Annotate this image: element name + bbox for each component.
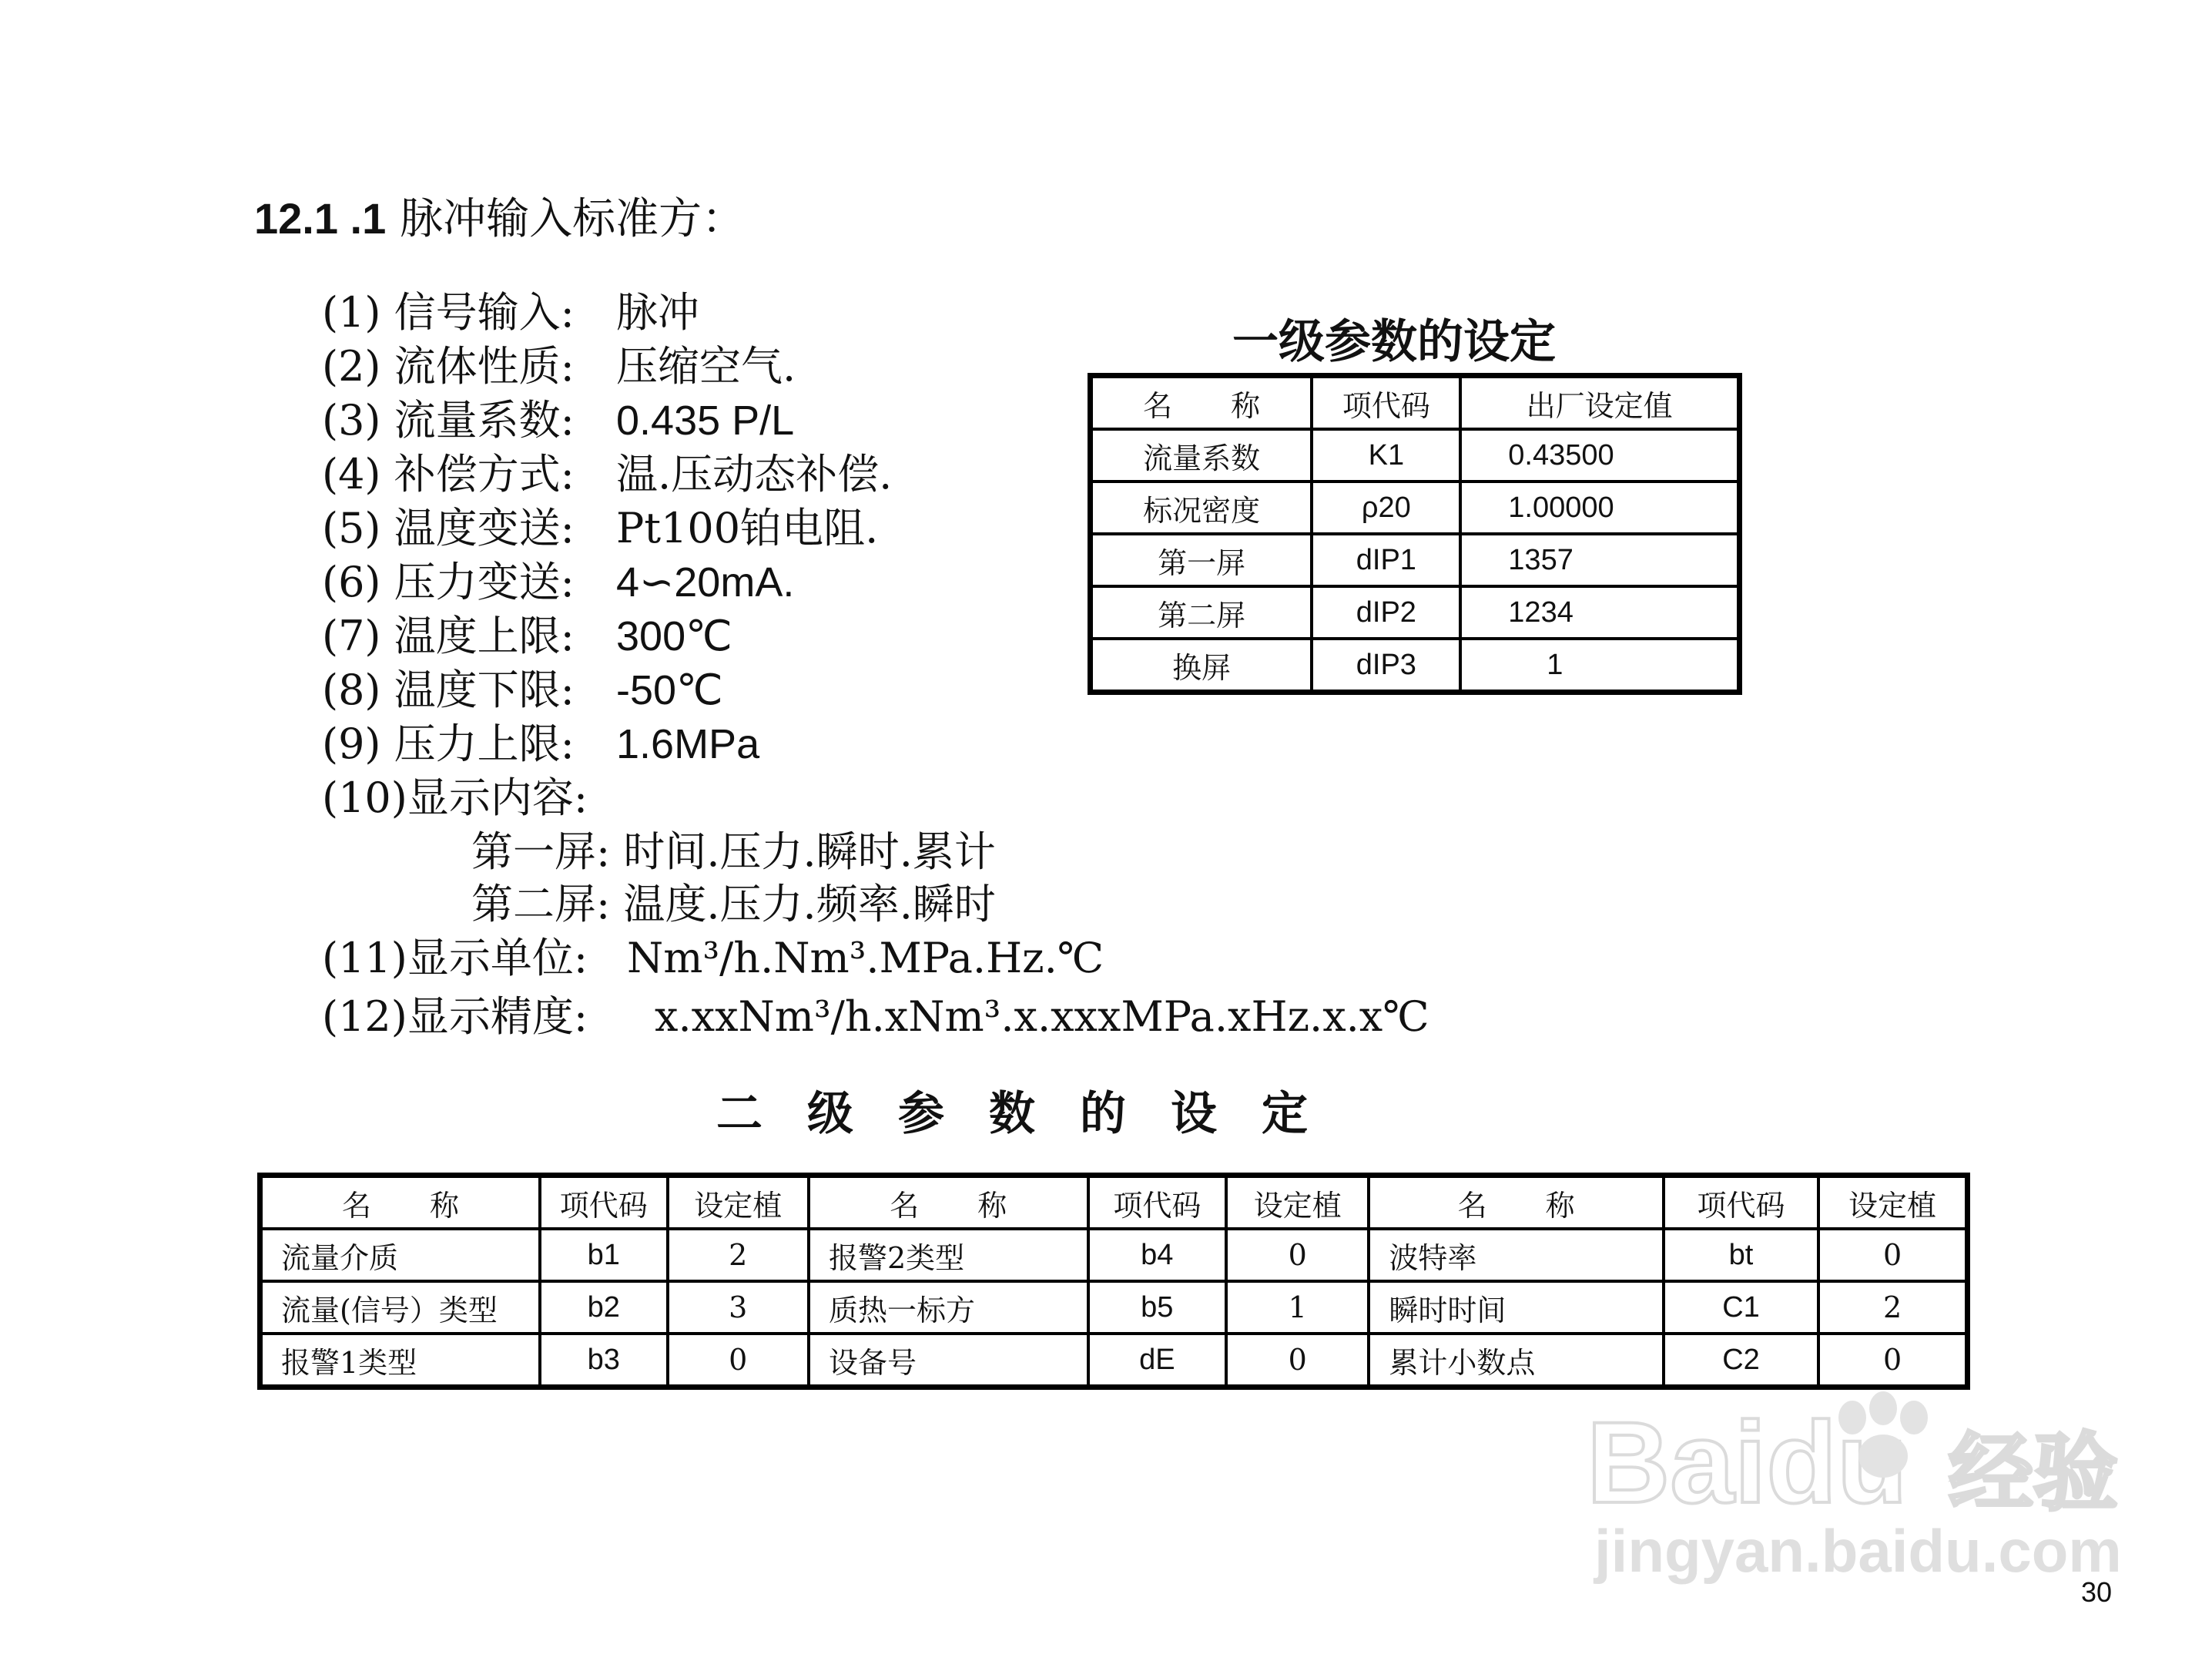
param-code: b1 [540, 1229, 668, 1281]
param-code: K1 [1312, 429, 1460, 482]
watermark-url: jingyan.baidu.com [1594, 1517, 2122, 1585]
spec-value: Pt100铂电阻. [616, 504, 879, 552]
param-name: 报警2类型 [809, 1229, 1088, 1281]
param-code: dIP3 [1312, 639, 1460, 693]
header-cell: 项代码 [1312, 376, 1460, 430]
watermark-brand: Baidu [1587, 1398, 1908, 1527]
header-cell: 名 称 [809, 1176, 1088, 1230]
param-value: 3 [668, 1281, 809, 1334]
spec-line [322, 718, 760, 770]
param-value: 0 [1226, 1229, 1369, 1281]
param-code: C2 [1664, 1334, 1818, 1388]
section-number: 12.1 .1 [254, 194, 387, 243]
spec-value: 脉冲 [616, 288, 699, 337]
param-value: 0.43500 [1460, 429, 1739, 482]
header-cell: 出厂设定值 [1460, 376, 1739, 430]
display-screen-line: 第二屏: 温度.压力.频率.瞬时 [471, 880, 996, 928]
spec-value: 温.压动态补偿. [616, 450, 893, 498]
spec-value: 压缩空气. [616, 342, 796, 391]
table-row [260, 1334, 1968, 1388]
spec-line [322, 394, 795, 447]
param-code: ρ20 [1312, 482, 1460, 534]
table-header-row [260, 1176, 1968, 1230]
param-value: 0 [1226, 1334, 1369, 1388]
spec-line [322, 664, 723, 716]
spec-line [322, 932, 1104, 985]
header-cell: 名 称 [1091, 376, 1312, 430]
param-name: 质热一标方 [809, 1281, 1088, 1334]
param-value: 1357 [1460, 534, 1739, 586]
param-value: 0 [1818, 1229, 1967, 1281]
table2-title: 二级参数的设定 [716, 1087, 1352, 1141]
spec-value: x.xxNm³/h.xNm³.x.xxxMPa.xHz.x.x℃ [655, 992, 1429, 1041]
spec-label: (7) 温度上限: [322, 612, 575, 660]
spec-label: (4) 补偿方式: [322, 450, 575, 498]
param-code: C1 [1664, 1281, 1818, 1334]
table-row [260, 1281, 1968, 1334]
header-cell: 设定植 [1818, 1176, 1967, 1230]
spec-line [322, 556, 795, 609]
display-screen-line: 第一屏: 时间.压力.瞬时.累计 [471, 827, 996, 876]
spec-label: (9) 压力上限: [322, 720, 575, 768]
section-title: 脉冲输入标准方： [400, 194, 746, 244]
spec-label: (8) 温度下限: [322, 666, 575, 714]
param-value: 0 [1818, 1334, 1967, 1388]
spec-value: -50℃ [616, 667, 723, 713]
param-name: 设备号 [809, 1334, 1088, 1388]
header-cell: 项代码 [1088, 1176, 1226, 1230]
table-row [1091, 534, 1740, 586]
param-code: dIP1 [1312, 534, 1460, 586]
table-row [1091, 482, 1740, 534]
param-value: 1 [1226, 1281, 1369, 1334]
spec-line [322, 287, 699, 339]
header-cell: 名 称 [260, 1176, 541, 1230]
spec-value: 300℃ [616, 613, 732, 659]
param-code: b5 [1088, 1281, 1226, 1334]
baidu-jingyan-watermark [1587, 1387, 2126, 1587]
spec-value: 1.6MPa [616, 721, 760, 767]
param-name: 流量系数 [1091, 429, 1312, 482]
param-name: 报警1类型 [260, 1334, 541, 1388]
param-name: 流量(信号）类型 [260, 1281, 541, 1334]
table-row [1091, 586, 1740, 639]
spec-label: (3) 流量系数: [322, 396, 575, 445]
param-code: dE [1088, 1334, 1226, 1388]
param-value: 2 [668, 1229, 809, 1281]
table1-title: 一级参数的设定 [1232, 315, 1556, 369]
watermark-brand-cn: 经验 [1949, 1424, 2118, 1522]
param-value: 1 [1460, 639, 1739, 693]
spec-line [322, 610, 732, 663]
param-name: 累计小数点 [1369, 1334, 1663, 1388]
param-name: 流量介质 [260, 1229, 541, 1281]
spec-line [322, 502, 879, 555]
spec-line [322, 991, 1429, 1043]
param-name: 波特率 [1369, 1229, 1663, 1281]
spec-line [322, 772, 588, 824]
spec-line [322, 341, 796, 393]
spec-value: 4∽20mA. [616, 559, 795, 606]
param-value: 2 [1818, 1281, 1967, 1334]
param-name: 第一屏 [1091, 534, 1312, 586]
spec-label: (2) 流体性质: [322, 342, 575, 391]
param-code: b3 [540, 1334, 668, 1388]
table-row [1091, 429, 1740, 482]
page-number: 30 [2081, 1576, 2113, 1608]
param-value: 0 [668, 1334, 809, 1388]
spec-label: (5) 温度变送: [322, 504, 575, 552]
header-cell: 设定植 [1226, 1176, 1369, 1230]
spec-label: (10)显示内容: [322, 773, 588, 822]
table-row [1091, 639, 1740, 693]
param-name: 标况密度 [1091, 482, 1312, 534]
param-code: b2 [540, 1281, 668, 1334]
level2-parameter-table [257, 1173, 1970, 1390]
header-cell: 名 称 [1369, 1176, 1663, 1230]
param-value: 1234 [1460, 586, 1739, 639]
table-header-row [1091, 376, 1740, 430]
param-name: 瞬时时间 [1369, 1281, 1663, 1334]
param-code: dIP2 [1312, 586, 1460, 639]
section-heading [254, 185, 745, 247]
header-cell: 设定植 [668, 1176, 809, 1230]
header-cell: 项代码 [1664, 1176, 1818, 1230]
spec-label: (6) 压力变送: [322, 558, 575, 606]
level1-parameter-table [1088, 373, 1742, 695]
param-name: 第二屏 [1091, 586, 1312, 639]
param-value: 1.00000 [1460, 482, 1739, 534]
spec-value: 0.435 P/L [616, 398, 795, 444]
param-code: bt [1664, 1229, 1818, 1281]
header-cell: 项代码 [540, 1176, 668, 1230]
spec-label: (12)显示精度: [322, 992, 588, 1041]
spec-label: (11)显示单位: [322, 934, 588, 982]
param-name: 换屏 [1091, 639, 1312, 693]
spec-value: Nm³/h.Nm³.MPa.Hz.℃ [627, 934, 1104, 982]
spec-line [322, 448, 893, 501]
param-code: b4 [1088, 1229, 1226, 1281]
spec-label: (1) 信号输入: [322, 288, 575, 337]
table-row [260, 1229, 1968, 1281]
